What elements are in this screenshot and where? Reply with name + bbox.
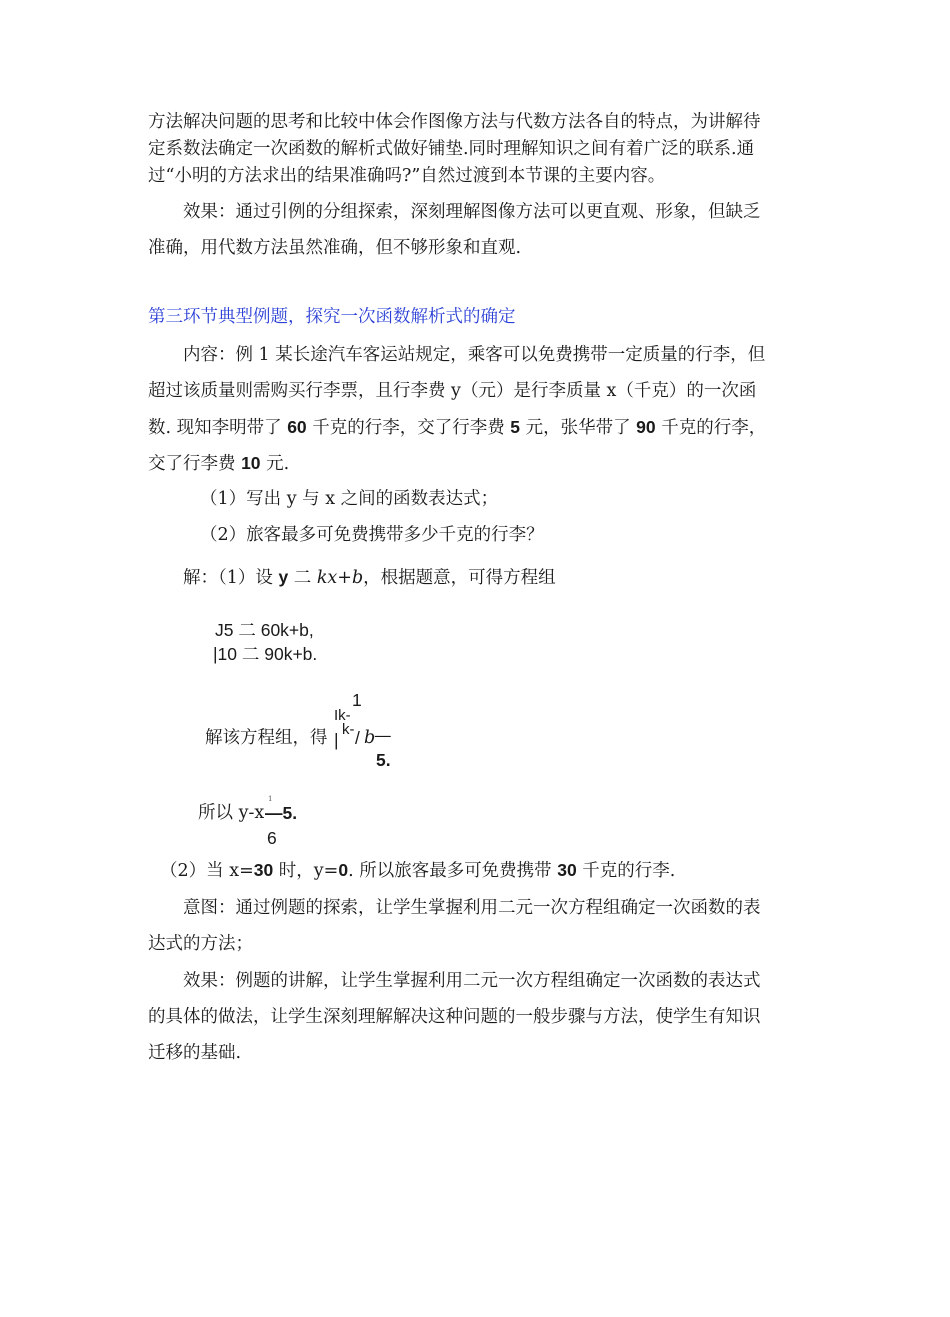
content-text: 交了行李费 (148, 454, 242, 474)
content-line-2: 超过该质量则需购买行李票，且行李费 y（元）是行李质量 x（千克）的一次函 (148, 381, 757, 401)
equation-system-1: J5 二 60k+b, (215, 620, 314, 640)
number-5: 5 (510, 417, 521, 437)
solve-b: b (364, 728, 376, 748)
effect2-line-3: 迁移的基础. (148, 1043, 242, 1063)
part2-text: 时，y= (273, 861, 339, 881)
number-10: 10 (241, 453, 261, 473)
part2-text: . 所以旅客最多可免费携带 (348, 861, 558, 881)
solve-bar: | (334, 730, 339, 750)
part2-line (160, 858, 675, 883)
equation-system-2: |10 二 90k+b. (213, 644, 318, 664)
solution-text: 解：（1）设 (183, 568, 279, 588)
solution-line-1 (183, 565, 556, 590)
content-line-1: 内容：例 1 某长途汽车客运站规定，乘客可以免费携带一定质量的行李，但 (183, 345, 766, 365)
content-line-4 (148, 451, 289, 476)
solve-k: k- (342, 721, 355, 738)
variable-y: y (278, 567, 289, 587)
section-heading: 第三环节典型例题，探究一次函数解析式的确定 (148, 307, 516, 327)
effect2-line-1: 效果：例题的讲解，让学生掌握利用二元一次方程组确定一次函数的表达式 (183, 971, 761, 991)
solve-slash: / (355, 728, 360, 748)
solve-five: 5. (376, 750, 391, 770)
expr-kx-b: kx+b (316, 568, 364, 588)
fraction-numerator: 1 (352, 690, 362, 710)
number-60: 60 (287, 417, 307, 437)
part2-text: 千克的行李. (576, 861, 676, 881)
number-0: 0 (338, 860, 349, 880)
solution-text: ，根据题意，可得方程组 (363, 568, 556, 588)
number-30: 30 (557, 860, 577, 880)
content-text: 千克的行李，交了行李费 (306, 418, 511, 438)
intro-line-1: 方法解决问题的思考和比较中体会作图像方法与代数方法各自的特点，为讲解待 (148, 112, 761, 132)
question-2: （2）旅客最多可免费携带多少千克的行李？ (200, 525, 544, 545)
effect2-line-2: 的具体的做法，让学生深刻理解解决这种问题的一般步骤与方法，使学生有知识 (148, 1007, 761, 1027)
content-line-3 (148, 415, 766, 440)
intro-line-2: 定系数法确定一次函数的解析式做好铺垫.同时理解知识之间有着广泛的联系.通 (148, 139, 755, 159)
so-text: 所以 y-x (198, 803, 265, 823)
number-30: 30 (253, 860, 274, 880)
intent-line-1: 意图：通过例题的探索，让学生掌握利用二元一次方程组确定一次函数的表 (183, 898, 761, 918)
effect1-line-2: 准确，用代数方法虽然准确，但不够形象和直观. (148, 238, 522, 258)
content-text: 元. (260, 454, 290, 474)
solve-dash: — (374, 726, 392, 746)
effect1-line-1: 效果：通过引例的分组探索，深刻理解图像方法可以更直观、形象，但缺乏 (183, 202, 761, 222)
part2-text: （2）当 x= (160, 861, 254, 881)
content-text: 千克的行李， (655, 418, 767, 438)
intro-line-3: 过“小明的方法求出的结果准确吗?”自然过渡到本节课的主要内容。 (148, 166, 666, 186)
intent-line-2: 达式的方法； (148, 934, 253, 954)
question-1: （1）写出 y 与 x 之间的函数表达式； (200, 489, 499, 509)
content-text: 数. 现知李明带了 (148, 418, 288, 438)
so-denominator: 6 (267, 828, 277, 848)
content-text: 元，张华带了 (520, 418, 637, 438)
tiny-mark: 1 (268, 795, 273, 803)
so-fraction: —5. (265, 803, 298, 823)
equals-sign: 二 (288, 568, 317, 588)
solve-text: 解该方程组，得 (205, 728, 328, 748)
number-90: 90 (636, 417, 656, 437)
k-fragment: Ik- (334, 707, 351, 724)
